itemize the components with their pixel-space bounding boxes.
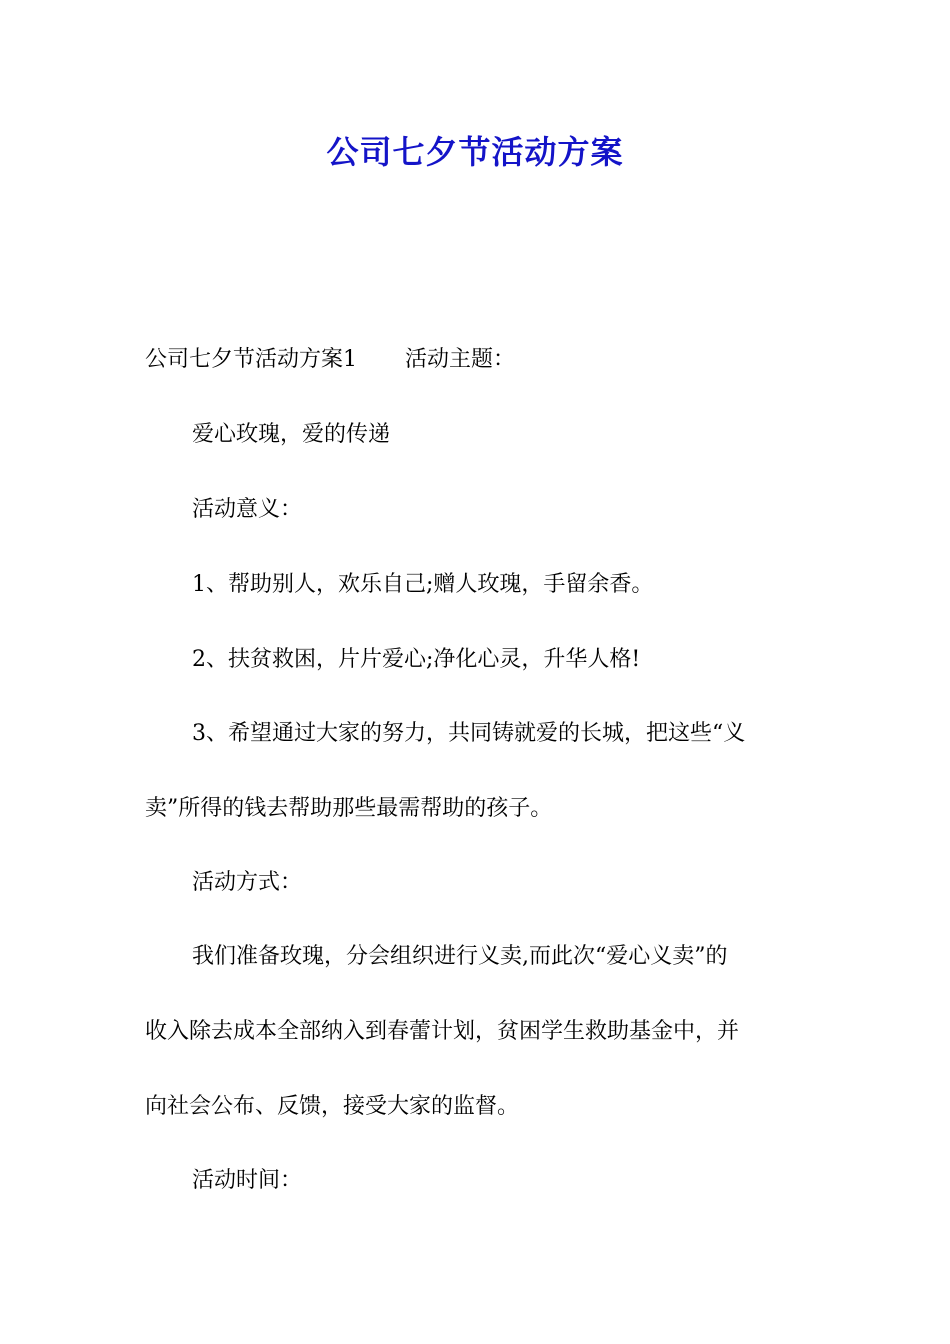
plan-heading: 公司七夕节活动方案1 <box>145 347 357 372</box>
time-label: 活动时间： <box>192 1168 303 1193</box>
meaning-item-2: 2、扶贫救困，片片爱心;净化心灵，升华人格! <box>192 647 641 672</box>
theme-label: 活动主题： <box>405 347 516 372</box>
meaning-item-3-line-1: 3、希望通过大家的努力，共同铸就爱的长城，把这些“义 <box>192 721 746 746</box>
meaning-item-3-line-2: 卖”所得的钱去帮助那些最需帮助的孩子。 <box>145 796 553 821</box>
method-text-line-1: 我们准备玫瑰，分会组织进行义卖,而此次“爱心义卖”的 <box>192 944 728 969</box>
document-title: 公司七夕节活动方案 <box>326 133 624 171</box>
first-line <box>145 345 815 375</box>
meaning-item-1: 1、帮助别人，欢乐自己;赠人玫瑰，手留余香。 <box>192 572 654 597</box>
theme-text: 爱心玫瑰，爱的传递 <box>192 422 391 447</box>
method-text-line-2: 收入除去成本全部纳入到春蕾计划，贫困学生救助基金中，并 <box>145 1019 740 1044</box>
meaning-label: 活动意义： <box>192 497 303 522</box>
method-label: 活动方式： <box>192 870 303 895</box>
method-text-line-3: 向社会公布、反馈，接受大家的监督。 <box>145 1094 520 1119</box>
